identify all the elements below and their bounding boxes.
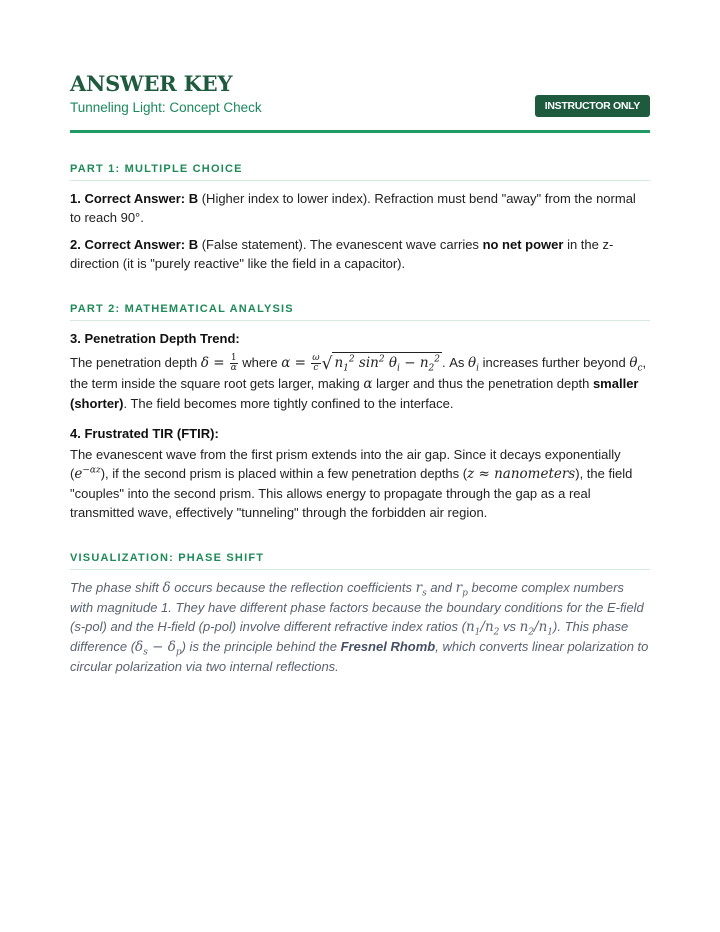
page-subtitle: Tunneling Light: Concept Check [70, 100, 262, 115]
q2-answer [70, 235, 650, 273]
q4-text-b: ), if the second prism is placed within a few penetration depths ( [100, 466, 468, 481]
q2-text-b: in the z-direction (it is "purely reactive" like the field in a capacitor). [70, 237, 614, 271]
n2-over-n1: $n_2/n_1$ [519, 619, 554, 638]
q3-text-c: increases further beyond [479, 355, 630, 370]
q4-text-a: The evanescent wave from the first prism extends into the air gap. Since it decays exponentially ( [70, 447, 621, 481]
q2-text-a: (False statement). The evanescent wave carries [198, 237, 483, 252]
viz-text-d: become complex numbers with magnitude 1. They have different phase factors because the boundary conditions for the E-field (s-pol) and the H-field (p-pol) involve different refractive index ratios ( [70, 580, 644, 634]
theta-c: $\theta_c$ [629, 355, 643, 374]
viz-text-b: occurs because the reflection coefficients [170, 580, 416, 595]
q3-body: The penetration depth δ = $\frac{1}{\alpha}$ where α = $\frac{\omega}{c}$ √ $n_1^2$ $\sin^2 \theta_i - n_2^2$ . As $\theta_i$ increases further beyond $\theta_c$, the term inside the square root gets larger, making α larger and thus the penetration depth smaller (shorter). The field becomes more tightly confined to the interface. [70, 353, 647, 411]
delta-symbol: δ [162, 580, 171, 596]
q3-text-e: larger and thus the penetration depth [372, 376, 593, 391]
header [70, 70, 650, 130]
viz-text-g: , which converts linear polarization to circular polarization via two internal reflections. [70, 639, 649, 674]
q1-text: (Higher index to lower index). Refraction must bend "away" from the normal to reach 90°. [70, 191, 636, 225]
alpha-symbol: α [363, 376, 373, 392]
viz-text-f: ) is the principle behind the [181, 639, 341, 654]
q4-heading: 4. Frustrated TIR (FTIR): [70, 426, 219, 441]
viz-text-c: and [426, 580, 456, 595]
header-divider [70, 130, 650, 133]
z-approx: z ≈ nanometers [467, 466, 576, 482]
viz-text-e: ). This phase difference ( [70, 619, 629, 654]
n1-over-n2: $n_1/n_2$ [465, 619, 500, 638]
viz-body [70, 578, 650, 676]
q4-body [70, 445, 650, 522]
q4-text-c: ), the field "couples" into the second prism. This allows energy to propagate through the gap as a real transmitted wave, effectively "tunneling" through the forbidden air region. [70, 466, 633, 520]
r-s: $r_s$ [415, 580, 427, 599]
omega-over-c: $\frac{\omega}{c}$ [312, 353, 320, 374]
viz-text-a: The phase shift [70, 580, 163, 595]
q1-answer [70, 189, 650, 227]
sqrt-term: $n_1^2$ $\sin^2 \theta_i - n_2^2$ [332, 352, 442, 373]
q3-where: where [238, 355, 282, 370]
part1-heading: PART 1: MULTIPLE CHOICE [70, 163, 650, 181]
q3-text-a: The penetration depth [70, 355, 201, 370]
theta-i: $\theta_i$ [468, 355, 480, 374]
one-over-alpha: $\frac{1}{\alpha}$ [230, 353, 237, 374]
q3-text-f: . The field becomes more tightly confined to the interface. [123, 396, 454, 411]
alpha-formula: α = [281, 355, 306, 371]
instructor-only-badge: INSTRUCTOR ONLY [535, 95, 650, 117]
q3-heading: 3. Penetration Depth Trend: [70, 331, 240, 346]
q3-bold: smaller (shorter) [70, 376, 639, 411]
fresnel-rhomb: Fresnel Rhomb [340, 639, 436, 654]
delta-formula: δ = [200, 355, 225, 371]
q3-text-b: . As [442, 355, 469, 370]
q2-label: 2. Correct Answer: B [70, 237, 199, 252]
exp-decay: $e^{-\alpha z}$ [74, 465, 101, 482]
viz-heading: VISUALIZATION: PHASE SHIFT [70, 552, 650, 570]
part2-heading: PART 2: MATHEMATICAL ANALYSIS [70, 303, 650, 321]
page-title: ANSWER KEY [70, 71, 233, 96]
q1-label: 1. Correct Answer: B [70, 191, 199, 206]
q2-bold: no net power [482, 237, 564, 252]
r-p: $r_p$ [455, 580, 468, 599]
q3-text-d: , the term inside the square root gets larger, making [70, 355, 647, 391]
viz-vs: vs [499, 619, 520, 634]
delta-difference: $\delta_s - \delta_p$ [135, 639, 182, 658]
